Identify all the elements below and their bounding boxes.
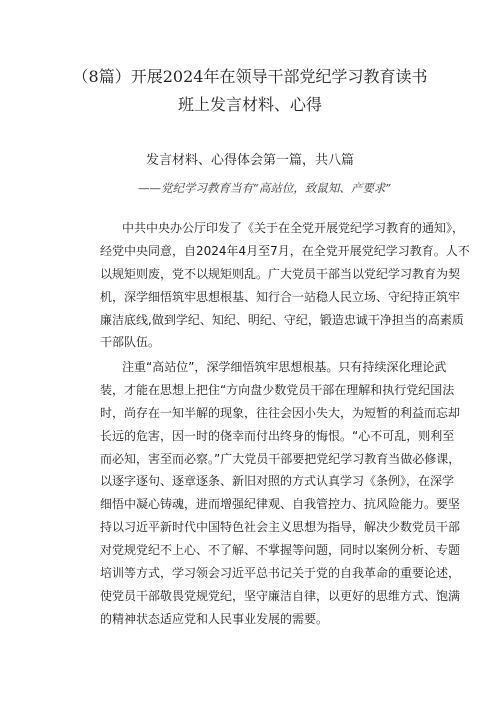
section-tagline: ——党纪学习教育当有“高站位，致鼠知、产要求” xyxy=(138,181,392,195)
paragraph-line: 使党员干部敬畏党规党纪，坚守廉洁自律，以更好的思维方式、饱满 xyxy=(100,588,461,603)
paragraph-line: 细悟中凝心铸魂，进而增强纪律观、自我管控力、抗风险能力。要坚 xyxy=(100,497,461,512)
paragraph-2 xyxy=(100,356,480,631)
paragraph-line: 时，尚存在一知半解的现象，往往会因小失大，为短暂的利益而忘却 xyxy=(100,405,461,420)
paragraph-line: 而必知，害至而必察。”广大党员干部要把党纪学习教育当做必修课， xyxy=(100,451,461,466)
paragraph-line: 装，才能在思想上把住“方向盘少数党员干部在理解和执行党纪国法 xyxy=(100,382,455,397)
paragraph-line: 廉洁底线,做到学纪、知纪、明纪、守纪，锻造忠诚干净担当的高素质 xyxy=(100,312,464,327)
paragraph-line: 长远的危害，因一时的侥幸而付出终身的悔恨。“心不可乱，则利至 xyxy=(100,428,455,443)
paragraph-line: 中共中央办公厅印发了《关于在全党开展党纪学习教育的通知》， xyxy=(122,221,465,235)
paragraph-line: 的精神状态适应党和人民事业发展的需要。 xyxy=(100,611,329,626)
paragraph-line: 干部队伍。 xyxy=(100,335,161,350)
paragraph-line: 以规矩则废，党不以规矩则乱。广大党员干部当以党纪学习教育为契 xyxy=(100,266,461,281)
paragraph-line: 机，深学细悟筑牢思想根基、知行合一站稳人民立场、守纪持正筑牢 xyxy=(100,289,461,304)
paragraph-line: 注重“高站位”，深学细悟筑牢思想根基。只有持续深化理论武 xyxy=(122,360,447,374)
document-title-line-1: （8篇）开展2024年在领导干部党纪学习教育读书 xyxy=(72,67,428,86)
paragraph-line: 培训等方式，学习领会习近平总书记关于党的自我革命的重要论述， xyxy=(100,566,461,581)
paragraph-line: 持以习近平新时代中国特色社会主义思想为指导，解决少数党员干部 xyxy=(100,520,461,535)
paragraph-1 xyxy=(100,217,480,354)
section-subtitle: 发言材料、心得体会第一篇，共八篇 xyxy=(145,153,354,168)
paragraph-line: 对党规党纪不上心、不了解、不掌握等问题，同时以案例分析、专题 xyxy=(100,543,461,558)
document-title-line-2: 班上发言材料、心得 xyxy=(177,95,322,114)
paragraph-line: 经党中央同意，自2024年4月至7月，在全党开展党纪学习教育。人不 xyxy=(100,243,470,258)
paragraph-line: 以逐字逐句、逐章逐条、新旧对照的方式认真学习《条例》，在深学 xyxy=(100,474,455,489)
